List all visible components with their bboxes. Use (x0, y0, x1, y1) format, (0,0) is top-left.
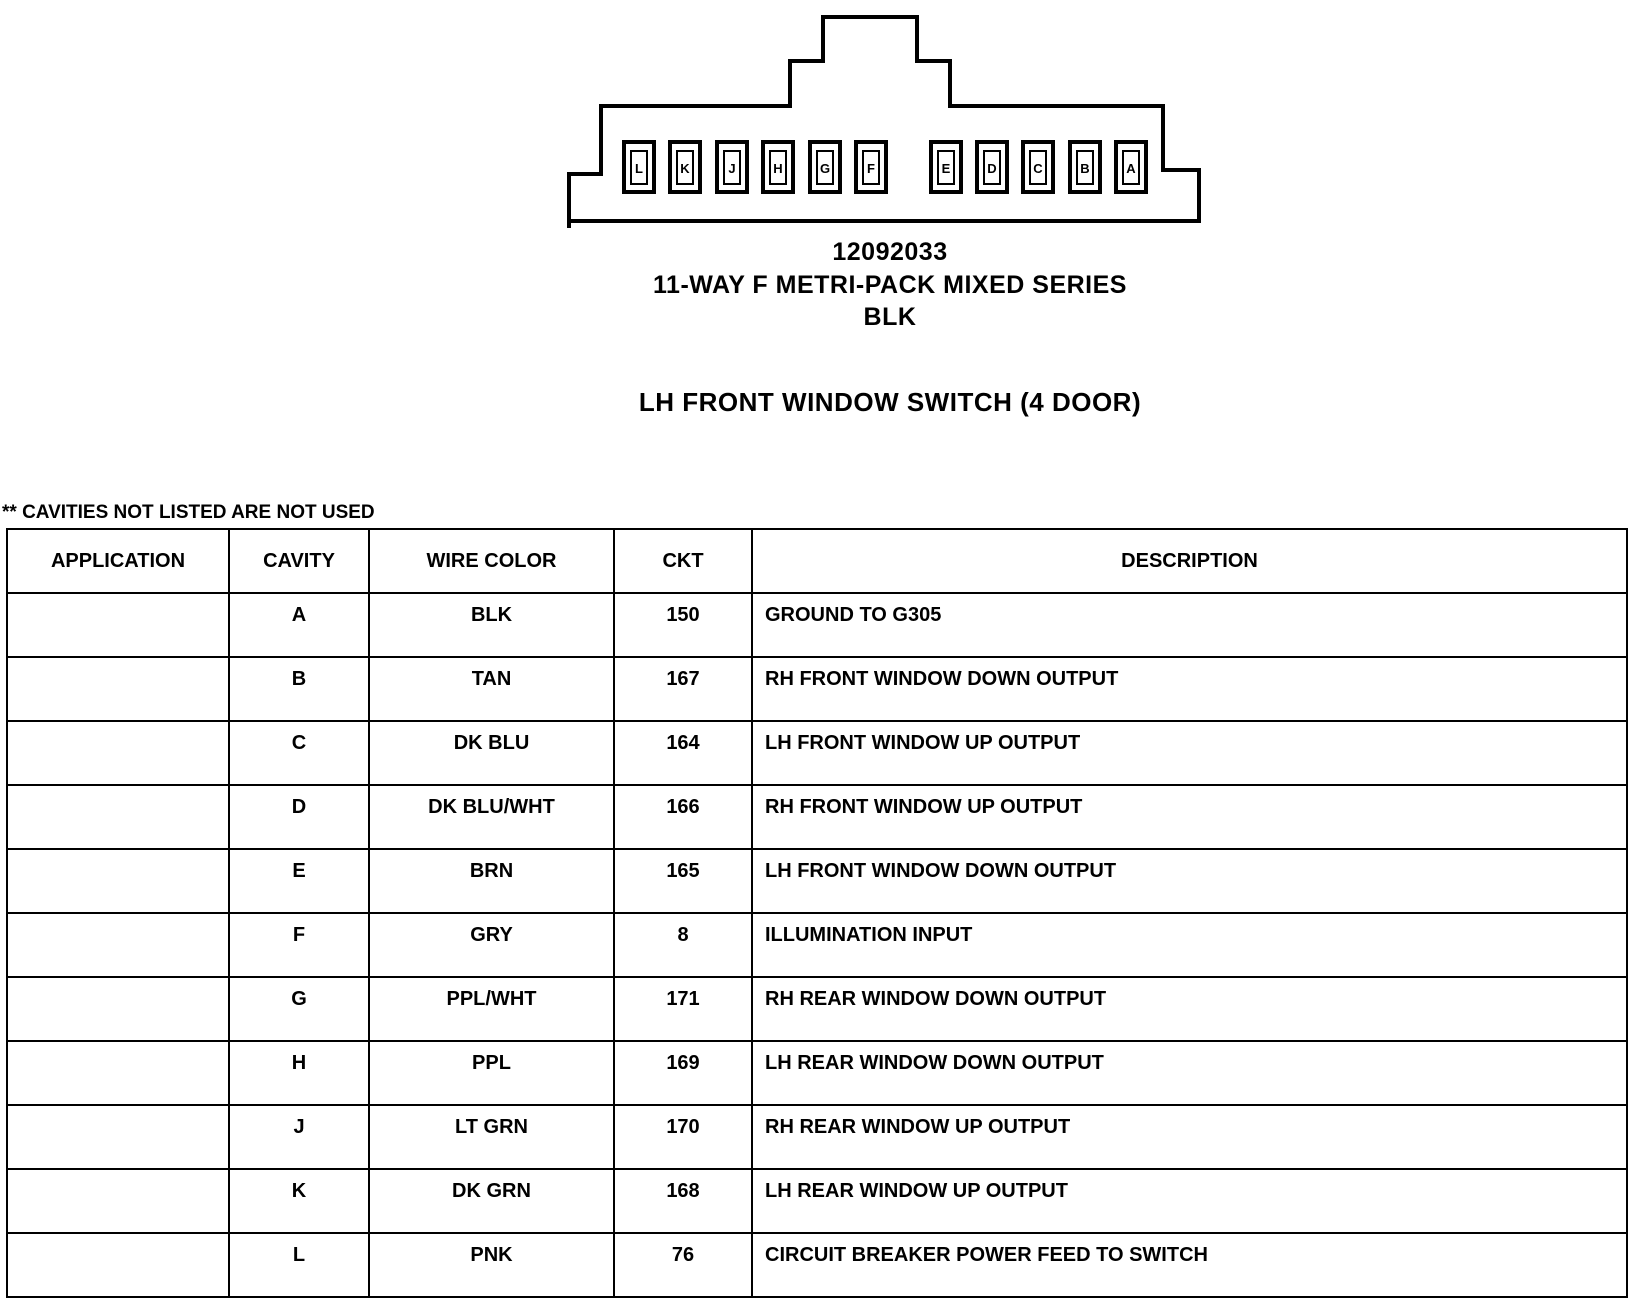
header-application: APPLICATION (7, 529, 229, 593)
cavity-j (717, 142, 747, 192)
description-cell: LH FRONT WINDOW DOWN OUTPUT (752, 849, 1627, 913)
cavity-l (624, 142, 654, 192)
description-cell: RH FRONT WINDOW DOWN OUTPUT (752, 657, 1627, 721)
ckt-cell: 170 (614, 1105, 752, 1169)
cavity-label: D (987, 161, 997, 176)
application-cell (7, 913, 229, 977)
application-cell (7, 1105, 229, 1169)
wire-color-cell: DK BLU (369, 721, 614, 785)
header-cavity: CAVITY (229, 529, 369, 593)
cavity-cell: K (229, 1169, 369, 1233)
application-cell (7, 1169, 229, 1233)
cavity-cell: H (229, 1041, 369, 1105)
table-row (7, 1105, 1627, 1169)
table-row (7, 721, 1627, 785)
table-header-row (7, 529, 1627, 593)
description-cell: RH REAR WINDOW DOWN OUTPUT (752, 977, 1627, 1041)
cavity-label: E (941, 161, 951, 176)
cavity-e (931, 142, 961, 192)
wire-color-cell: DK GRN (369, 1169, 614, 1233)
cavity-cell: E (229, 849, 369, 913)
header-description: DESCRIPTION (752, 529, 1627, 593)
ckt-cell: 166 (614, 785, 752, 849)
cavity-label: L (635, 161, 643, 176)
ckt-cell: 76 (614, 1233, 752, 1297)
connector-housing-outline (569, 17, 1199, 228)
description-cell: GROUND TO G305 (752, 593, 1627, 657)
cavity-cell: B (229, 657, 369, 721)
description-cell: RH REAR WINDOW UP OUTPUT (752, 1105, 1627, 1169)
cavity-a (1116, 142, 1146, 192)
cavity-label: H (773, 161, 783, 176)
ckt-cell: 8 (614, 913, 752, 977)
cavity-g (810, 142, 840, 192)
description-cell: LH REAR WINDOW UP OUTPUT (752, 1169, 1627, 1233)
application-cell (7, 977, 229, 1041)
pinout-table-body (7, 593, 1627, 1297)
application-cell (7, 785, 229, 849)
connector-color: BLK (863, 303, 917, 331)
description-cell: CIRCUIT BREAKER POWER FEED TO SWITCH (752, 1233, 1627, 1297)
cavity-label: J (728, 161, 736, 176)
table-row (7, 913, 1627, 977)
cavity-cell: F (229, 913, 369, 977)
table-row (7, 977, 1627, 1041)
ckt-cell: 171 (614, 977, 752, 1041)
cavity-cell: L (229, 1233, 369, 1297)
ckt-cell: 150 (614, 593, 752, 657)
ckt-cell: 164 (614, 721, 752, 785)
cavity-f (856, 142, 886, 192)
wire-color-cell: BLK (369, 593, 614, 657)
cavity-label: G (819, 161, 831, 176)
wire-color-cell: PPL (369, 1041, 614, 1105)
connector-face-diagram (0, 0, 1632, 240)
cavity-label: C (1033, 161, 1043, 176)
wire-color-cell: DK BLU/WHT (369, 785, 614, 849)
cavity-label: K (680, 161, 690, 176)
table-row (7, 593, 1627, 657)
pinout-table (6, 528, 1628, 1298)
header-ckt: CKT (614, 529, 752, 593)
cavity-b (1070, 142, 1100, 192)
application-cell (7, 721, 229, 785)
cavity-c (1023, 142, 1053, 192)
cavity-group (624, 142, 1146, 192)
application-cell (7, 849, 229, 913)
table-row (7, 657, 1627, 721)
wire-color-cell: PPL/WHT (369, 977, 614, 1041)
wire-color-cell: GRY (369, 913, 614, 977)
table-row (7, 1169, 1627, 1233)
description-cell: RH FRONT WINDOW UP OUTPUT (752, 785, 1627, 849)
cavity-cell: C (229, 721, 369, 785)
wire-color-cell: PNK (369, 1233, 614, 1297)
cavity-cell: G (229, 977, 369, 1041)
application-cell (7, 593, 229, 657)
cavity-cell: A (229, 593, 369, 657)
connector-series: 11-WAY F METRI-PACK MIXED SERIES (653, 271, 1127, 299)
ckt-cell: 165 (614, 849, 752, 913)
table-row (7, 1041, 1627, 1105)
cavity-label: F (867, 161, 875, 176)
ckt-cell: 169 (614, 1041, 752, 1105)
description-cell: LH FRONT WINDOW UP OUTPUT (752, 721, 1627, 785)
table-row (7, 785, 1627, 849)
cavity-label: B (1080, 161, 1090, 176)
cavities-footnote: ** CAVITIES NOT LISTED ARE NOT USED (2, 502, 375, 523)
wire-color-cell: TAN (369, 657, 614, 721)
cavity-h (763, 142, 793, 192)
cavity-cell: J (229, 1105, 369, 1169)
application-cell (7, 657, 229, 721)
wire-color-cell: BRN (369, 849, 614, 913)
table-row (7, 849, 1627, 913)
cavity-k (670, 142, 700, 192)
cavity-d (977, 142, 1007, 192)
header-wire-color: WIRE COLOR (369, 529, 614, 593)
application-cell (7, 1233, 229, 1297)
ckt-cell: 167 (614, 657, 752, 721)
table-row (7, 1233, 1627, 1297)
connector-part-number: 12092033 (832, 238, 948, 266)
cavity-label: A (1126, 161, 1136, 176)
component-title: LH FRONT WINDOW SWITCH (4 DOOR) (638, 387, 1142, 417)
application-cell (7, 1041, 229, 1105)
wire-color-cell: LT GRN (369, 1105, 614, 1169)
cavity-cell: D (229, 785, 369, 849)
description-cell: ILLUMINATION INPUT (752, 913, 1627, 977)
ckt-cell: 168 (614, 1169, 752, 1233)
description-cell: LH REAR WINDOW DOWN OUTPUT (752, 1041, 1627, 1105)
